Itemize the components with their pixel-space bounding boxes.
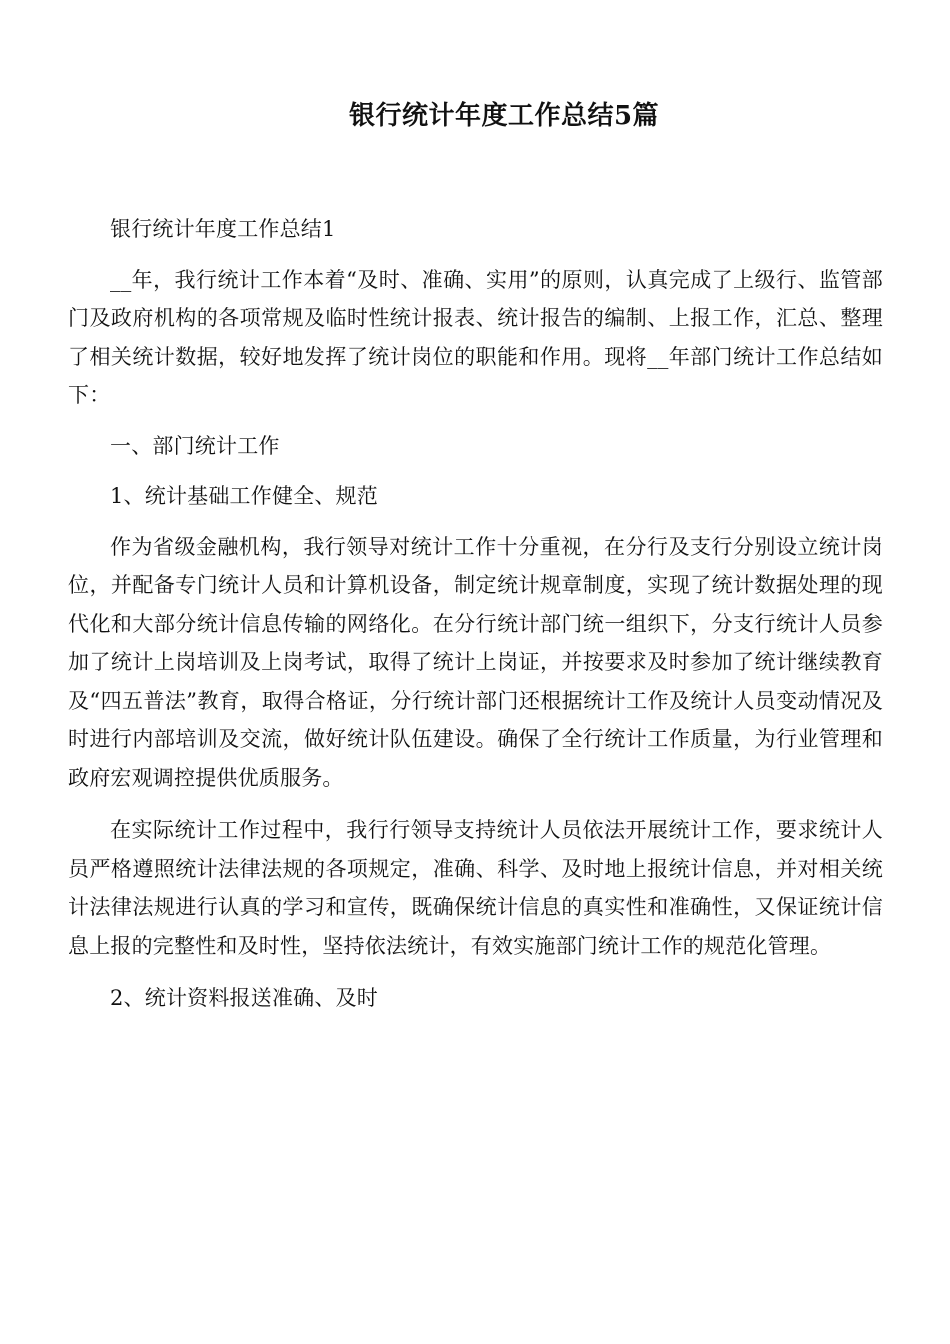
body-paragraph: __年，我行统计工作本着“及时、准确、实用”的原则，认真完成了上级行、监管部门及政府机构的各项常规及临时性统计报表、统计报告的编制、上报工作，汇总、整理了相关统计数据，较好地发挥了统计岗位的职能和作用。现将__年部门统计工作总结如下： <box>68 267 883 407</box>
document-body <box>68 210 883 1018</box>
subsection-heading: 1、统计基础工作健全、规范 <box>110 484 378 508</box>
subsection-heading: 2、统计资料报送准确、及时 <box>110 986 378 1010</box>
body-paragraph: 在实际统计工作过程中，我行行领导支持统计人员依法开展统计工作，要求统计人员严格遵照统计法律法规的各项规定，准确、科学、及时地上报统计信息，并对相关统计法律法规进行认真的学习和宣传，既确保统计信息的真实性和准确性，又保证统计信息上报的完整性和及时性，坚持依法统计，有效实施部门统计工作的规范化管理。 <box>68 818 883 958</box>
section-heading: 一、部门统计工作 <box>110 433 280 458</box>
body-paragraph: 作为省级金融机构，我行领导对统计工作十分重视，在分行及支行分别设立统计岗位，并配备专门统计人员和计算机设备，制定统计规章制度，实现了统计数据处理的现代化和大部分统计信息传输的网络化。在分行统计部门统一组织下，分支行统计人员参加了统计上岗培训及上岗考试，取得了统计上岗证，并按要求及时参加了统计继续教育及“四五普法”教育，取得合格证，分行统计部门还根据统计工作及统计人员变动情况及时进行内部培训及交流，做好统计队伍建设。确保了全行统计工作质量，为行业管理和政府宏观调控提供优质服务。 <box>68 534 883 790</box>
section-heading: 银行统计年度工作总结1 <box>110 217 336 241</box>
document-title: 银行统计年度工作总结5篇 <box>348 101 660 131</box>
